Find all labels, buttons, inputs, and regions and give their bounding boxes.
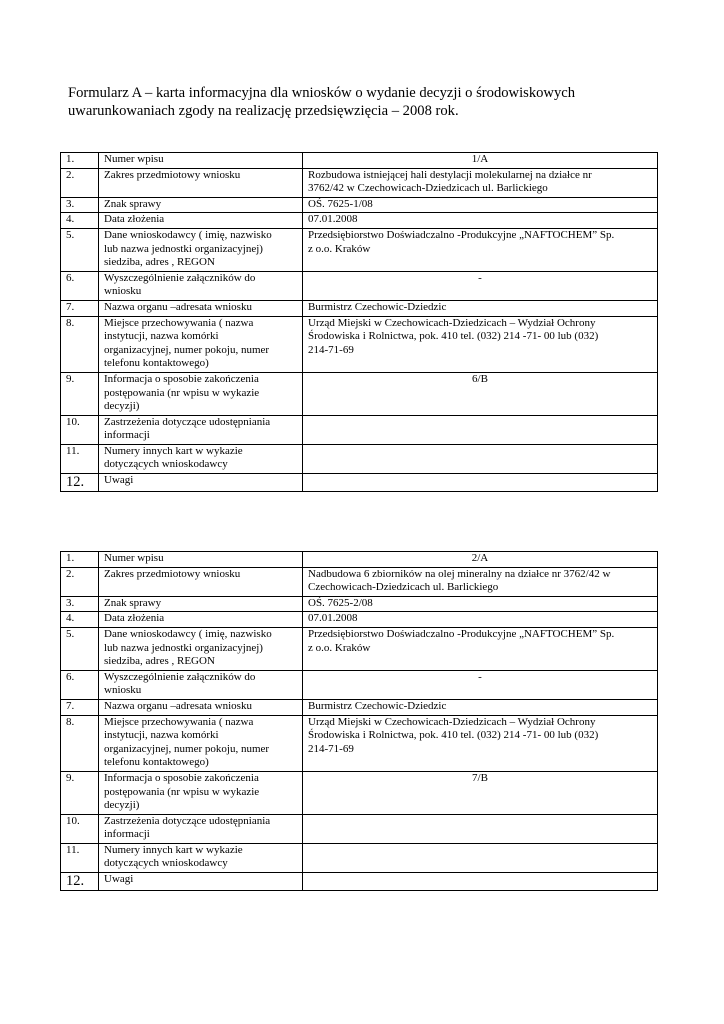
table-row — [61, 843, 658, 872]
row-number: 7. — [61, 300, 99, 316]
table-row — [61, 444, 658, 473]
row-number: 12. — [61, 474, 99, 492]
row-label: Znak sprawy — [99, 596, 303, 612]
document-title — [68, 84, 668, 120]
row-number: 11. — [61, 843, 99, 872]
row-label: Znak sprawy — [99, 197, 303, 213]
table-row — [61, 197, 658, 213]
row-number: 9. — [61, 771, 99, 814]
table-row — [61, 552, 658, 568]
table-row — [61, 699, 658, 715]
row-label: Zastrzeżenia dotyczące udostępniania informacji — [99, 415, 303, 444]
row-value: OŚ. 7625-2/08 — [303, 596, 658, 612]
row-value: 6/B — [303, 372, 658, 415]
info-card-2 — [60, 551, 658, 891]
row-label: Nazwa organu –adresata wniosku — [99, 699, 303, 715]
row-value: - — [303, 271, 658, 300]
row-label: Numery innych kart w wykazie dotyczących wnioskodawcy — [99, 444, 303, 473]
row-label: Uwagi — [99, 873, 303, 891]
table-row — [61, 596, 658, 612]
title-line-2: uwarunkowaniach zgody na realizację przedsięwzięcia – 2008 rok. — [68, 103, 459, 119]
table-row — [61, 670, 658, 699]
table-row — [61, 474, 658, 492]
row-number: 6. — [61, 670, 99, 699]
title-line-1: Formularz A – karta informacyjna dla wniosków o wydanie decyzji o środowiskowych — [68, 85, 576, 101]
row-value: Burmistrz Czechowic-Dziedzic — [303, 699, 658, 715]
row-value: Przedsiębiorstwo Doświadczalno -Produkcyjne „NAFTOCHEM” Sp. z o.o. Kraków — [303, 228, 658, 271]
row-label: Numery innych kart w wykazie dotyczących wnioskodawcy — [99, 843, 303, 872]
table-row — [61, 271, 658, 300]
row-label: Informacja o sposobie zakończenia postępowania (nr wpisu w wykazie decyzji) — [99, 771, 303, 814]
row-label: Wyszczególnienie załączników do wniosku — [99, 670, 303, 699]
table-row — [61, 300, 658, 316]
row-value: 07.01.2008 — [303, 612, 658, 628]
row-value: Urząd Miejski w Czechowicach-Dziedzicach – Wydział Ochrony Środowiska i Rolnictwa, pok. 410 tel. (032) 214 -71- 00 lub (032) 214-71-69 — [303, 715, 658, 771]
row-label: Nazwa organu –adresata wniosku — [99, 300, 303, 316]
row-value: 1/A — [303, 153, 658, 169]
row-value: 2/A — [303, 552, 658, 568]
row-label: Miejsce przechowywania ( nazwa instytucji, nazwa komórki organizacyjnej, numer pokoju, numer telefonu kontaktowego) — [99, 316, 303, 372]
row-label: Dane wnioskodawcy ( imię, nazwisko lub nazwa jednostki organizacyjnej) siedziba, adres , REGON — [99, 228, 303, 271]
row-number: 7. — [61, 699, 99, 715]
row-value — [303, 474, 658, 492]
row-value: - — [303, 670, 658, 699]
row-value — [303, 444, 658, 473]
row-number: 5. — [61, 627, 99, 670]
table-row — [61, 415, 658, 444]
table-row — [61, 612, 658, 628]
row-number: 10. — [61, 415, 99, 444]
row-number: 9. — [61, 372, 99, 415]
row-number: 2. — [61, 168, 99, 197]
row-number: 11. — [61, 444, 99, 473]
row-value: Urząd Miejski w Czechowicach-Dziedzicach – Wydział Ochrony Środowiska i Rolnictwa, pok. 410 tel. (032) 214 -71- 00 lub (032) 214-71-69 — [303, 316, 658, 372]
row-value — [303, 873, 658, 891]
table-row — [61, 213, 658, 229]
row-value: Nadbudowa 6 zbiorników na olej mineralny na działce nr 3762/42 w Czechowicach-Dziedzicach ul. Barlickiego — [303, 567, 658, 596]
table-row — [61, 715, 658, 771]
row-value — [303, 843, 658, 872]
table-row — [61, 873, 658, 891]
row-value — [303, 814, 658, 843]
row-value: Burmistrz Czechowic-Dziedzic — [303, 300, 658, 316]
row-number: 3. — [61, 596, 99, 612]
row-number: 8. — [61, 316, 99, 372]
row-number: 5. — [61, 228, 99, 271]
row-value — [303, 415, 658, 444]
row-number: 2. — [61, 567, 99, 596]
row-label: Zastrzeżenia dotyczące udostępniania informacji — [99, 814, 303, 843]
row-number: 4. — [61, 612, 99, 628]
table-row — [61, 627, 658, 670]
row-label: Miejsce przechowywania ( nazwa instytucji, nazwa komórki organizacyjnej, numer pokoju, numer telefonu kontaktowego) — [99, 715, 303, 771]
table-row — [61, 316, 658, 372]
row-label: Uwagi — [99, 474, 303, 492]
table-row — [61, 771, 658, 814]
row-label: Wyszczególnienie załączników do wniosku — [99, 271, 303, 300]
row-number: 6. — [61, 271, 99, 300]
row-label: Data złożenia — [99, 612, 303, 628]
row-number: 1. — [61, 153, 99, 169]
row-label: Numer wpisu — [99, 552, 303, 568]
row-number: 12. — [61, 873, 99, 891]
row-label: Data złożenia — [99, 213, 303, 229]
row-label: Dane wnioskodawcy ( imię, nazwisko lub nazwa jednostki organizacyjnej) siedziba, adres , REGON — [99, 627, 303, 670]
table-row — [61, 168, 658, 197]
table-row — [61, 567, 658, 596]
table-row — [61, 153, 658, 169]
row-value: Przedsiębiorstwo Doświadczalno -Produkcyjne „NAFTOCHEM” Sp. z o.o. Kraków — [303, 627, 658, 670]
row-value: 7/B — [303, 771, 658, 814]
info-card-1 — [60, 152, 658, 492]
row-number: 4. — [61, 213, 99, 229]
table-row — [61, 814, 658, 843]
row-label: Numer wpisu — [99, 153, 303, 169]
row-label: Zakres przedmiotowy wniosku — [99, 168, 303, 197]
row-value: Rozbudowa istniejącej hali destylacji molekularnej na działce nr 3762/42 w Czechowicach-Dziedzicach ul. Barlickiego — [303, 168, 658, 197]
row-number: 1. — [61, 552, 99, 568]
row-label: Informacja o sposobie zakończenia postępowania (nr wpisu w wykazie decyzji) — [99, 372, 303, 415]
row-value: OŚ. 7625-1/08 — [303, 197, 658, 213]
table-row — [61, 372, 658, 415]
row-number: 3. — [61, 197, 99, 213]
row-value: 07.01.2008 — [303, 213, 658, 229]
row-number: 8. — [61, 715, 99, 771]
table-row — [61, 228, 658, 271]
row-number: 10. — [61, 814, 99, 843]
row-label: Zakres przedmiotowy wniosku — [99, 567, 303, 596]
